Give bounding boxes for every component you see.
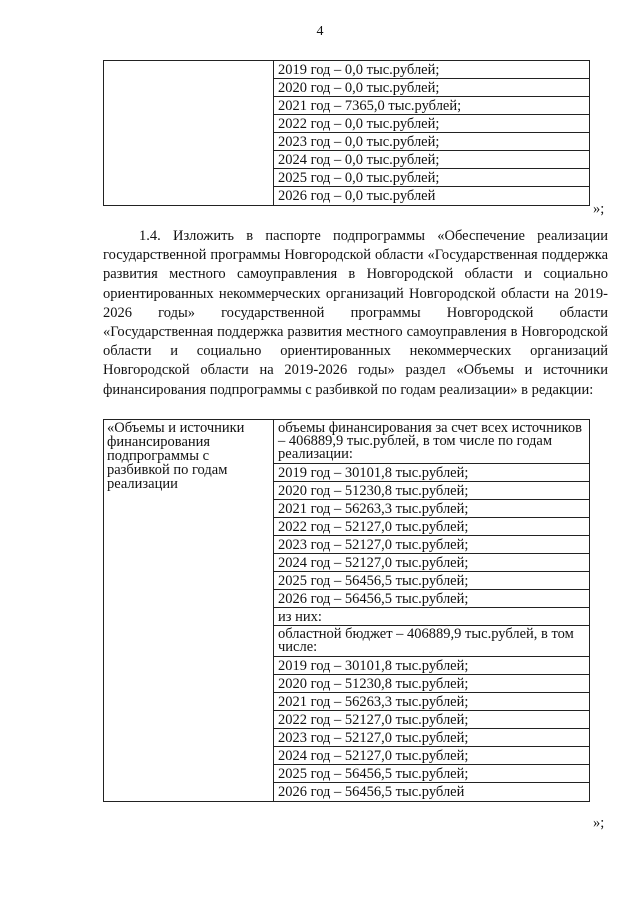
table2-line: 2021 год – 56263,3 тыс.рублей;: [274, 500, 589, 518]
table2-line: 2021 год – 56263,3 тыс.рублей;: [274, 693, 589, 711]
table1-line: 2023 год – 0,0 тыс.рублей;: [274, 133, 589, 151]
table1-line: 2026 год – 0,0 тыс.рублей: [278, 188, 436, 204]
funding-sources-table: [103, 419, 590, 802]
table1-line: 2021 год – 7365,0 тыс.рублей;: [274, 97, 589, 115]
table2-line: 2025 год – 56456,5 тыс.рублей;: [274, 572, 589, 590]
table1-line: 2022 год – 0,0 тыс.рублей;: [274, 115, 589, 133]
amendment-paragraph: [103, 227, 608, 400]
table2-line: 2023 год – 52127,0 тыс.рублей;: [274, 536, 589, 554]
table2-line: областной бюджет – 406889,9 тыс.рублей, в том числе:: [274, 626, 589, 657]
table2-line: 2022 год – 52127,0 тыс.рублей;: [274, 711, 589, 729]
table2-line: 2024 год – 52127,0 тыс.рублей;: [274, 747, 589, 765]
section-heading-text: «Объемы и источники финансирования подпрограммы с разбивкой по годам реализации: [107, 420, 245, 492]
table2-line: 2022 год – 52127,0 тыс.рублей;: [274, 518, 589, 536]
table2-line: 2019 год – 30101,8 тыс.рублей;: [274, 464, 589, 482]
table1-left-cell: [104, 61, 274, 206]
table2-line: 2025 год – 56456,5 тыс.рублей;: [274, 765, 589, 783]
table1-line: 2024 год – 0,0 тыс.рублей;: [274, 151, 589, 169]
table1-line: 2020 год – 0,0 тыс.рублей;: [274, 79, 589, 97]
table2-line: 2026 год – 56456,5 тыс.рублей: [278, 784, 465, 800]
table2-line: объемы финансирования за счет всех источников – 406889,9 тыс.рублей, в том числе по годам реализации:: [274, 420, 589, 464]
page-number: 4: [316, 24, 324, 39]
table2-line: 2026 год – 56456,5 тыс.рублей;: [274, 590, 589, 608]
table1-line: 2025 год – 0,0 тыс.рублей;: [274, 169, 589, 187]
table2-line: 2023 год – 52127,0 тыс.рублей;: [274, 729, 589, 747]
table2-line: из них:: [274, 608, 589, 626]
table1-closing-quote: »;: [593, 201, 605, 217]
funding-table-continuation: [103, 60, 590, 206]
table1-line: 2019 год – 0,0 тыс.рублей;: [274, 61, 589, 79]
table2-line: 2024 год – 52127,0 тыс.рублей;: [274, 554, 589, 572]
table2-right-cell: [274, 420, 590, 802]
table2-closing-quote: »;: [593, 815, 605, 831]
table1-right-cell: [274, 61, 590, 206]
table2-left-cell: [104, 420, 274, 802]
table2-line: 2020 год – 51230,8 тыс.рублей;: [274, 482, 589, 500]
amendment-paragraph-text: 1.4. Изложить в паспорте подпрограммы «Обеспечение реализации государственной программы Новгородской области «Государственная поддержка развития местного самоуправления в Новгородской области и социально ориентированных некоммерческих организаций Новгородской области на 2019-2026 годы» государственной программы Новгородской области «Государственная поддержка развития местного самоуправления в Новгородской области и социально ориентированных некоммерческих организаций Новгородской области на 2019-2026 годы» раздел «Объемы и источники финансирования подпрограммы с разбивкой по годам реализации» в редакции:: [103, 228, 608, 398]
table2-line: 2019 год – 30101,8 тыс.рублей;: [274, 657, 589, 675]
table2-line: 2020 год – 51230,8 тыс.рублей;: [274, 675, 589, 693]
